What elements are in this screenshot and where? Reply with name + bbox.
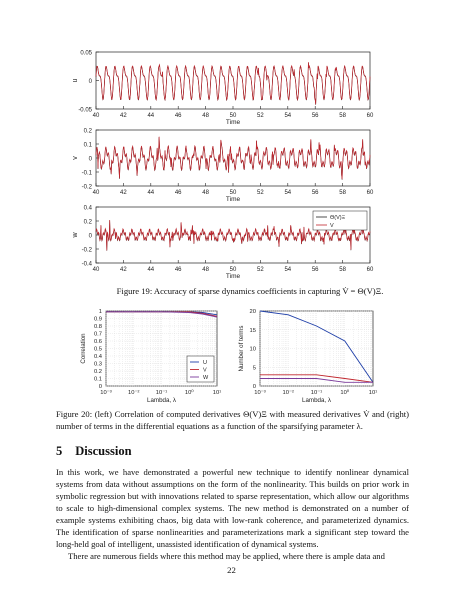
y-tick-label: 15: [249, 327, 256, 334]
x-tick-label: 44: [147, 267, 155, 273]
figure-19-caption: Figure 19: Accuracy of sparse dynamics coefficients in capturing V̇ = Θ(V)Ξ.: [116, 286, 384, 296]
y-axis-label: v: [72, 156, 79, 160]
y-tick-label: -0.4: [81, 261, 92, 268]
x-tick-label: 60: [366, 190, 374, 196]
x-tick-label: 44: [147, 190, 155, 196]
x-tick-label: 10⁻³: [100, 390, 112, 396]
y-tick-label: -0.1: [81, 170, 92, 177]
y-tick-label: 0.05: [80, 50, 92, 57]
x-tick-label: 50: [229, 267, 237, 273]
x-tick-label: 40: [92, 113, 100, 119]
y-tick-label: 0.1: [93, 376, 102, 383]
x-tick-label: 46: [174, 113, 182, 119]
y-tick-label: 0.3: [93, 361, 102, 368]
x-tick-label: 56: [311, 190, 319, 196]
y-tick-label: 0: [88, 156, 92, 163]
y-tick-label: 0.4: [83, 205, 92, 212]
legend-label: V: [203, 367, 207, 374]
y-tick-label: 0.8: [93, 324, 102, 330]
y-tick-label: -0.2: [81, 184, 92, 191]
x-tick-label: 50: [229, 113, 237, 119]
x-tick-label: 44: [147, 113, 155, 119]
x-axis-label: Time: [225, 196, 241, 203]
x-tick-label: 52: [257, 113, 264, 119]
legend-label: Θ(V)Ξ: [330, 215, 346, 221]
x-tick-label: 52: [257, 190, 264, 196]
x-axis-label: Lambda, λ: [302, 397, 331, 404]
x-tick-label: 42: [120, 190, 127, 196]
x-tick-label: 56: [311, 267, 319, 273]
x-tick-label: 48: [202, 267, 209, 273]
y-axis-label: Correlation: [80, 333, 87, 364]
x-tick-label: 58: [339, 190, 346, 196]
y-tick-label: 0.6: [93, 339, 102, 345]
y-tick-label: 5: [252, 365, 256, 372]
section-number: 5: [56, 444, 63, 458]
y-tick-label: 10: [249, 346, 256, 353]
x-tick-label: 10⁰: [340, 390, 350, 396]
y-tick-label: 0.1: [83, 142, 92, 149]
y-tick-label: 0.2: [83, 128, 92, 135]
x-tick-label: 48: [202, 113, 209, 119]
legend-label: W: [203, 375, 209, 381]
x-tick-label: 40: [92, 267, 100, 273]
x-tick-label: 10⁰: [184, 390, 194, 396]
y-tick-label: 0.4: [93, 354, 102, 360]
x-tick-label: 10¹: [212, 390, 222, 396]
x-tick-label: 10⁻²: [282, 390, 294, 396]
y-tick-label: 0.2: [83, 219, 92, 226]
legend-label: U: [203, 360, 207, 366]
x-tick-label: 56: [311, 113, 319, 119]
x-tick-label: 10⁻²: [128, 390, 140, 396]
fig20-panel-number-of-terms: [238, 309, 377, 404]
y-axis-label: u: [72, 78, 79, 83]
y-tick-label: -0.2: [81, 247, 92, 254]
x-tick-label: 46: [174, 267, 182, 273]
body-paragraph: In this work, we have demonstrated a powerful new technique to identify nonlinear dynamical systems from data without assumptions on the form of the nonlinearity. This builds on prior work in symbolic regression but with innovations related to sparse representation, which allow our algorithms to scale to high-dimensional complex systems. The new method is demonstrated on a number of example systems exhibiting chaos, big data with low-rank coherence, and parameterized dynamics. The identification of sparse nonlinearities and parameterizations mark a significant step toward the long-held goal of intelligent, unassisted identification of dynamical systems.: [56, 467, 409, 549]
y-axis-label: w: [72, 232, 79, 238]
x-tick-label: 46: [174, 190, 182, 196]
x-tick-label: 54: [284, 113, 292, 119]
x-tick-label: 10⁻³: [254, 390, 266, 396]
y-tick-label: 0.5: [93, 346, 102, 353]
y-tick-label: 1: [98, 309, 102, 315]
y-tick-label: 0: [98, 384, 102, 390]
body-paragraph: There are numerous fields where this method may be applied, where there is ample data and: [68, 551, 385, 561]
y-tick-label: 0: [88, 79, 92, 85]
x-tick-label: 58: [339, 113, 346, 119]
y-tick-label: 0: [88, 233, 92, 240]
y-tick-label: -0.05: [78, 107, 92, 114]
y-tick-label: 0: [252, 384, 256, 390]
x-axis-label: Time: [225, 273, 241, 280]
x-tick-label: 52: [257, 267, 264, 273]
legend-label: V: [330, 223, 334, 229]
x-tick-label: 50: [229, 190, 237, 196]
y-axis-label: Number of terms: [238, 325, 245, 372]
legend-box: [187, 356, 214, 382]
x-tick-label: 54: [284, 267, 292, 273]
x-tick-label: 40: [92, 190, 100, 196]
x-tick-label: 42: [120, 113, 127, 119]
y-tick-label: 0.2: [93, 369, 102, 375]
x-tick-label: 10¹: [368, 390, 378, 396]
page-number: 22: [227, 565, 236, 575]
x-tick-label: 10⁻¹: [155, 390, 168, 396]
y-tick-label: 0.9: [93, 316, 102, 323]
section-heading: [56, 444, 132, 459]
fig20-panel-correlation: [80, 309, 221, 404]
figure-20-caption: Figure 20: (left) Correlation of computed derivatives Θ(V)Ξ with measured derivatives V̇ and (right) number of terms in the differential equations as a function of the sparsifying parameter λ.: [56, 409, 409, 431]
x-tick-label: 54: [284, 190, 292, 196]
x-tick-label: 42: [120, 267, 127, 273]
x-axis-label: Time: [225, 119, 241, 126]
x-tick-label: 58: [339, 267, 346, 273]
y-tick-label: 20: [249, 309, 256, 315]
x-axis-label: Lambda, λ: [147, 397, 176, 404]
section-title: Discussion: [75, 444, 132, 458]
x-tick-label: 60: [366, 113, 374, 119]
x-tick-label: 48: [202, 190, 209, 196]
x-tick-label: 60: [366, 267, 374, 273]
x-tick-label: 10⁻¹: [310, 390, 323, 396]
y-tick-label: 0.7: [93, 331, 102, 338]
